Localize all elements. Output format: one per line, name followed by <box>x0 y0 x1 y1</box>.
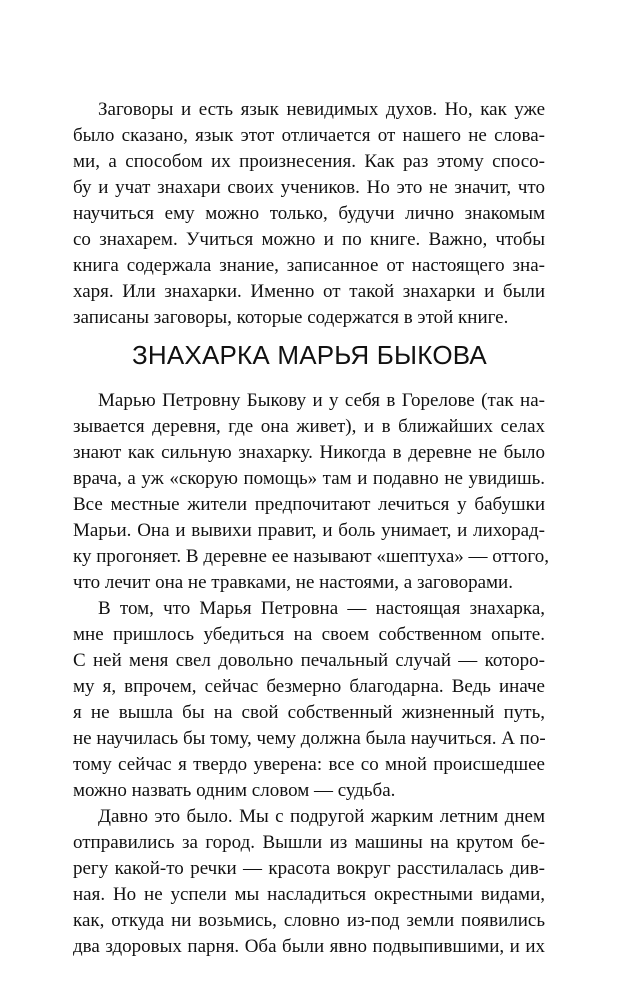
paragraph-3-line-7: тому сейчас я твердо уверена: все со мной происшедшее <box>73 754 545 775</box>
paragraph-1-line-3: ми, а способом их произнесения. Как раз этому спосо- <box>73 151 545 172</box>
paragraph-4-line-3: регу какой-то речки — красота вокруг расстилалась див- <box>73 858 545 879</box>
paragraph-1-line-4: бу и учат знахари своих учеников. Но это не значит, что <box>73 177 545 198</box>
paragraph-2-line-4: врача, а уж «скорую помощь» там и подавно не увидишь. <box>73 468 545 489</box>
paragraph-3-line-3: С ней меня свел довольно печальный случай — которо- <box>73 650 545 671</box>
paragraph-2-line-1: Марью Петровну Быкову и у себя в Горелове (так на- <box>98 390 545 411</box>
paragraph-1-line-6: со знахарем. Учиться можно и по книге. Важно, чтобы <box>73 229 545 250</box>
paragraph-1-line-5: научиться ему можно только, будучи лично знакомым <box>73 203 545 224</box>
paragraph-3-line-2: мне пришлось убедиться на своем собственном опыте. <box>73 624 545 645</box>
paragraph-3-line-8: можно назвать одним словом — судьба. <box>73 780 396 801</box>
paragraph-1-line-9: записаны заговоры, которые содержатся в этой книге. <box>73 307 509 328</box>
paragraph-4-line-5: как, откуда ни возьмись, словно из-под земли появились <box>73 910 545 931</box>
paragraph-4-line-6: два здоровых парня. Оба были явно подвыпившими, и их <box>73 936 545 957</box>
paragraph-2-line-7: ку прогоняет. В деревне ее называют «шептуха» — оттого, <box>73 546 549 567</box>
paragraph-1-line-1: Заговоры и есть язык невидимых духов. Но, как уже <box>98 99 545 120</box>
paragraph-1-line-8: харя. Или знахарки. Именно от такой знахарки и были <box>73 281 545 302</box>
paragraph-4-line-4: ная. Но не успели мы насладиться окрестными видами, <box>73 884 545 905</box>
paragraph-3-line-6: не научилась бы тому, чему должна была научиться. А по- <box>73 728 546 749</box>
paragraph-4-line-1: Давно это было. Мы с подругой жарким летним днем <box>98 806 545 827</box>
paragraph-3-line-1: В том, что Марья Петровна — настоящая знахарка, <box>98 598 545 619</box>
paragraph-4-line-2: отправились за город. Вышли из машины на крутом бе- <box>73 832 545 853</box>
paragraph-2-line-5: Все местные жители предпочитают лечиться у бабушки <box>73 494 545 515</box>
paragraph-3-line-5: я не вышла бы на свой собственный жизненный путь, <box>73 702 545 723</box>
paragraph-1-line-7: книга содержала знание, записанное от настоящего зна- <box>73 255 545 276</box>
paragraph-2-line-3: знают как сильную знахарку. Никогда в деревне не было <box>73 442 545 463</box>
paragraph-1-line-2: было сказано, язык этот отличается от нашего не слова- <box>73 125 545 146</box>
paragraph-2-line-8: что лечит она не травками, не настоями, а заговорами. <box>73 572 513 593</box>
paragraph-3-line-4: му я, впрочем, сейчас безмерно благодарна. Ведь иначе <box>73 676 545 697</box>
section-heading: ЗНАХАРКА МАРЬЯ БЫКОВА <box>132 340 487 370</box>
paragraph-2-line-6: Марьи. Она и вывихи правит, и боль унимает, и лихорад- <box>73 520 545 541</box>
paragraph-2-line-2: зывается деревня, где она живет), и в ближайших селах <box>73 416 545 437</box>
